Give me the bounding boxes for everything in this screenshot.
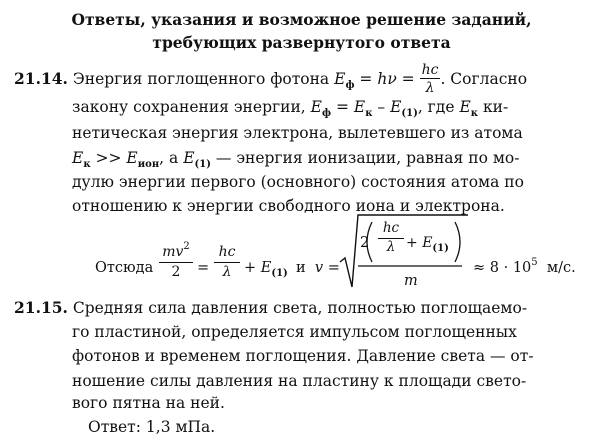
mv-symbol: mv bbox=[162, 244, 184, 260]
plus-sign: + bbox=[406, 235, 418, 251]
problem-number-21-14: 21.14. bbox=[14, 69, 68, 88]
energy-symbol: E bbox=[353, 98, 366, 116]
much-greater-sign: >> bbox=[95, 149, 122, 167]
fraction-numerator: hc bbox=[421, 62, 439, 78]
subscript-kinetic: к bbox=[470, 108, 479, 119]
approx-sign: ≈ bbox=[473, 260, 486, 276]
p2114-text: ки- bbox=[482, 98, 509, 116]
p2115-line1 bbox=[14, 297, 527, 319]
lambda-symbol: λ bbox=[386, 239, 396, 255]
equals-sign: = bbox=[197, 260, 210, 276]
energy-symbol: E bbox=[72, 149, 84, 167]
exponent-2: 2 bbox=[183, 241, 190, 252]
energy-symbol: E bbox=[334, 70, 346, 88]
formula-hv: = hν = bbox=[359, 70, 415, 88]
subscript-kinetic: к bbox=[83, 159, 91, 170]
subscript-1: (1) bbox=[271, 268, 288, 279]
radicand-plus-e1 bbox=[406, 232, 449, 254]
p2115-text: Средняя сила давления света, полностью поглощаемо- bbox=[72, 299, 528, 317]
equals-sign: = bbox=[335, 98, 349, 116]
hc-symbol: hc bbox=[382, 220, 400, 236]
p2114-text: . Согласно bbox=[440, 70, 528, 88]
energy-symbol: E bbox=[310, 98, 322, 116]
fraction-denominator bbox=[378, 239, 404, 256]
energy-symbol: E bbox=[459, 98, 471, 116]
subscript-1: (1) bbox=[432, 243, 449, 254]
result-unit: м/с. bbox=[546, 260, 576, 276]
p2114-text: закону сохранения энергии, bbox=[72, 98, 306, 116]
answer-line: Ответ: 1,3 мПа. bbox=[88, 418, 216, 436]
m-symbol: m bbox=[404, 273, 418, 289]
energy-symbol: E bbox=[390, 98, 402, 116]
subscript-kinetic: к bbox=[365, 108, 373, 119]
subscript-1: (1) bbox=[401, 108, 418, 119]
fraction-denominator: λ bbox=[425, 80, 435, 96]
subscript-1: (1) bbox=[194, 159, 211, 170]
p2114-text: , где bbox=[417, 98, 455, 116]
radicand-denominator-m bbox=[404, 270, 418, 292]
and-word: и bbox=[296, 260, 306, 276]
p2115-line2: го пластиной, определяется импульсом поглощенных bbox=[72, 323, 517, 341]
energy-symbol: E bbox=[183, 149, 195, 167]
energy-symbol: E bbox=[422, 235, 433, 251]
p2114-text: , а bbox=[159, 149, 179, 167]
p2115-line4: ношение силы давления на пластину к площади свето- bbox=[72, 372, 527, 390]
plus-sign: + bbox=[244, 260, 257, 276]
section-heading-line1: Ответы, указания и возможное решение заданий, bbox=[71, 10, 532, 29]
energy-symbol: E bbox=[126, 149, 138, 167]
minus-sign: – bbox=[377, 98, 386, 116]
equals-sign: = bbox=[327, 260, 340, 276]
p2114-text: Энергия поглощенного фотона bbox=[72, 70, 330, 88]
result-mantissa: 8 · 10 bbox=[489, 260, 532, 276]
section-heading-line2: требующих развернутого ответа bbox=[152, 33, 451, 52]
p2114-line3: нетическая энергия электрона, вылетевшего из атома bbox=[72, 124, 523, 142]
subscript-photon: ф bbox=[345, 80, 355, 91]
result-value bbox=[473, 257, 576, 279]
problem-number-21-15: 21.15. bbox=[14, 298, 68, 317]
energy-symbol: E bbox=[260, 260, 272, 276]
fraction-numerator bbox=[378, 220, 404, 239]
lambda-symbol: λ bbox=[222, 264, 232, 280]
right-paren bbox=[455, 222, 460, 262]
hc-symbol: hc bbox=[218, 244, 236, 260]
p2115-line5: вого пятна на ней. bbox=[72, 394, 225, 412]
otsyuda-word: Отсюда bbox=[95, 260, 154, 276]
v-symbol: v bbox=[314, 260, 324, 276]
subscript-ion: ион bbox=[137, 159, 160, 170]
p2114-line6: отношению к энергии свободного иона и электрона. bbox=[72, 197, 505, 215]
subscript-photon: ф bbox=[321, 108, 331, 119]
p2115-line3: фотонов и временем поглощения. Давление света — от- bbox=[72, 347, 534, 365]
p2114-text: — энергия ионизации, равная по мо- bbox=[215, 149, 520, 167]
fraction-denominator: 2 bbox=[171, 264, 181, 280]
inner-fraction-hc-lambda bbox=[378, 220, 404, 256]
radicand-two: 2 bbox=[360, 235, 370, 251]
p2114-line5: дулю энергии первого (основного) состояния атома по bbox=[72, 173, 524, 191]
exponent-5: 5 bbox=[531, 257, 538, 268]
